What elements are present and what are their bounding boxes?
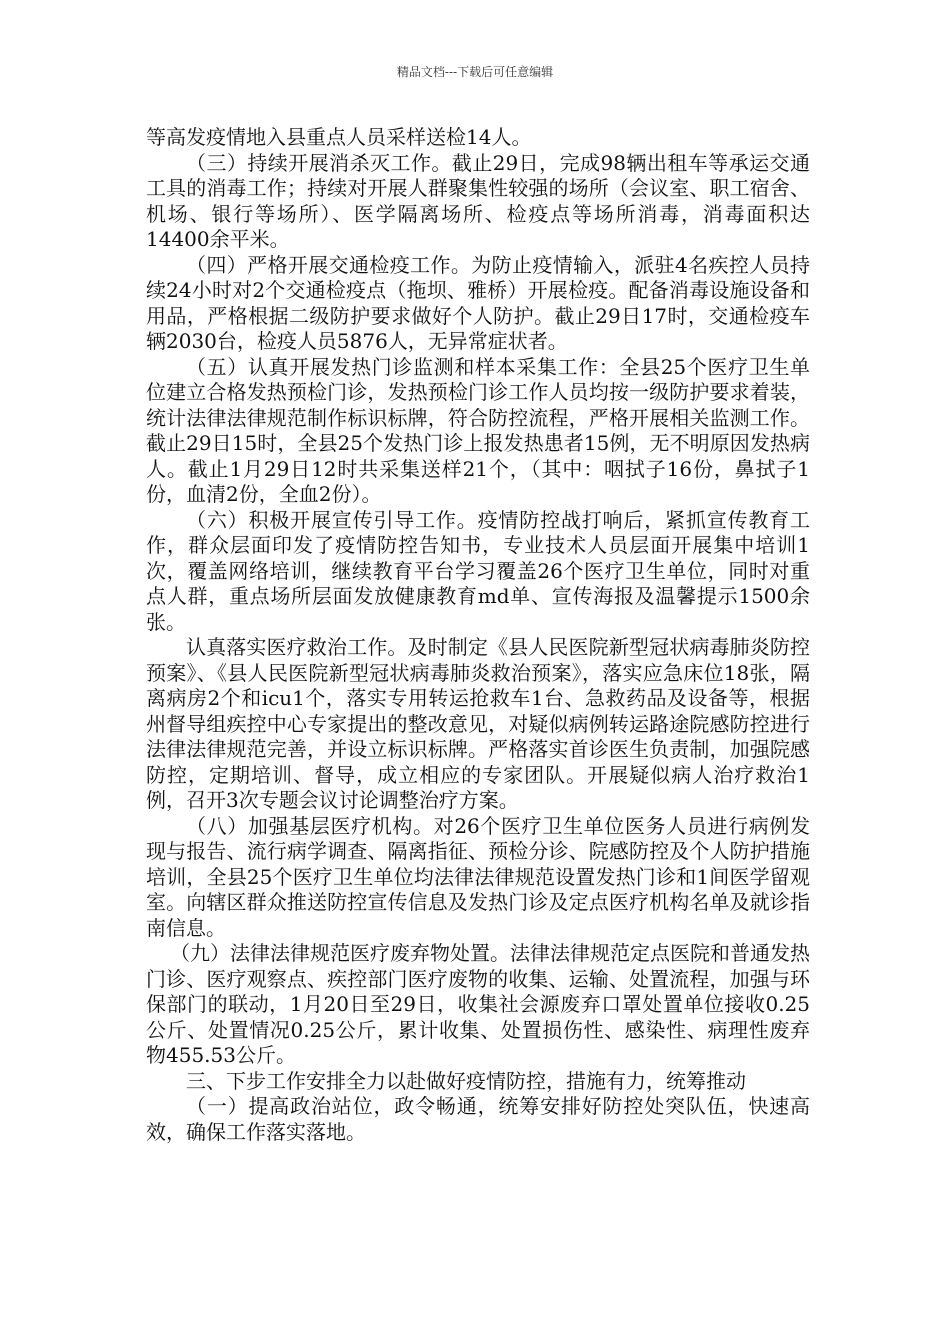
paragraph-9: 三、下步工作安排全力以赴做好疫情防控，措施有力，统筹推动 bbox=[186, 1068, 746, 1093]
paragraph-7: （八）加强基层医疗机构。对26个医疗卫生单位医务人员进行病例发现与报告、流行病学调查、隔离指征、预检分诊、院感防控及个人防护措施培训，全县25个医疗卫生单位均法律法律规范设置发热门诊和1间医学留观室。向辖区群众推送防控宣传信息及发热门诊及定点医疗机构名单及就诊指南信息。 bbox=[146, 813, 810, 940]
page-header-note: 精品文档---下载后可任意编辑 bbox=[396, 65, 554, 79]
paragraph-3: （四）严格开展交通检疫工作。为防止疫情输入，派驻4名疾控人员持续24小时对2个交通检疫点（拖坝、雅桥）开展检疫。配备消毒设施设备和用品，严格根据二级防护要求做好个人防护。截止29日17时，交通检疫车辆2030台，检疫人员5876人，无异常症状者。 bbox=[146, 252, 810, 353]
paragraph-10: （一）提高政治站位，政令畅通，统筹安排好防控处突队伍，快速高效，确保工作落实落地。 bbox=[146, 1094, 810, 1144]
paragraph-1: 等高发疫情地入县重点人员采样送检14人。 bbox=[146, 125, 532, 149]
paragraph-8: （九）法律法律规范医疗废弃物处置。法律法律规范定点医院和普通发热门诊、医疗观察点、疾控部门医疗废物的收集、运输、处置流程，加强与环保部门的联动，1月20日至29日，收集社会源废弃口罩处置单位接收0.25公斤、处置情况0.25公斤，累计收集、处置损伤性、感染性、病理性废弃物455.53公斤。 bbox=[146, 941, 810, 1067]
document-body bbox=[146, 125, 810, 1145]
paragraph-5: （六）积极开展宣传引导工作。疫情防控战打响后，紧抓宣传教育工作，群众层面印发了疫情防控告知书，专业技术人员层面开展集中培训1次，覆盖网络培训，继续教育平台学习覆盖26个医疗卫生单位，同时对重点人群，重点场所层面发放健康教育md单、宣传海报及温馨提示1500余张。 bbox=[146, 507, 810, 634]
paragraph-6: 认真落实医疗救治工作。及时制定《县人民医院新型冠状病毒肺炎防控预案》、《县人民医院新型冠状病毒肺炎救治预案》，落实应急床位18张，隔离病房2个和icu1个，落实专用转运抢救车1台、急救药品及设备等，根据州督导组疾控中心专家提出的整改意见，对疑似病例转运路途院感防控进行法律法律规范完善，并设立标识标牌。严格落实首诊医生负责制，加强院感防控，定期培训、督导，成立相应的专家团队。开展疑似病人治疗救治1例，召开3次专题会议讨论调整治疗方案。 bbox=[146, 635, 810, 812]
paragraph-4: （五）认真开展发热门诊监测和样本采集工作：全县25个医疗卫生单位建立合格发热预检门诊，发热预检门诊工作人员均按一级防护要求着装，统计法律法律规范制作标识标牌，符合防控流程，严格开展相关监测工作。截止29日15时，全县25个发热门诊上报发热患者15例，无不明原因发热病人。截止1月29日12时共采集送样21个，（其中：咽拭子16份，鼻拭子1份，血清2份，全血2份）。 bbox=[146, 354, 810, 506]
paragraph-2: （三）持续开展消杀灭工作。截止29日，完成98辆出租车等承运交通工具的消毒工作；持续对开展人群聚集性较强的场所（会议室、职工宿舍、机场、银行等场所）、医学隔离场所、检疫点等场所消毒，消毒面积达14400余平米。 bbox=[146, 150, 810, 251]
